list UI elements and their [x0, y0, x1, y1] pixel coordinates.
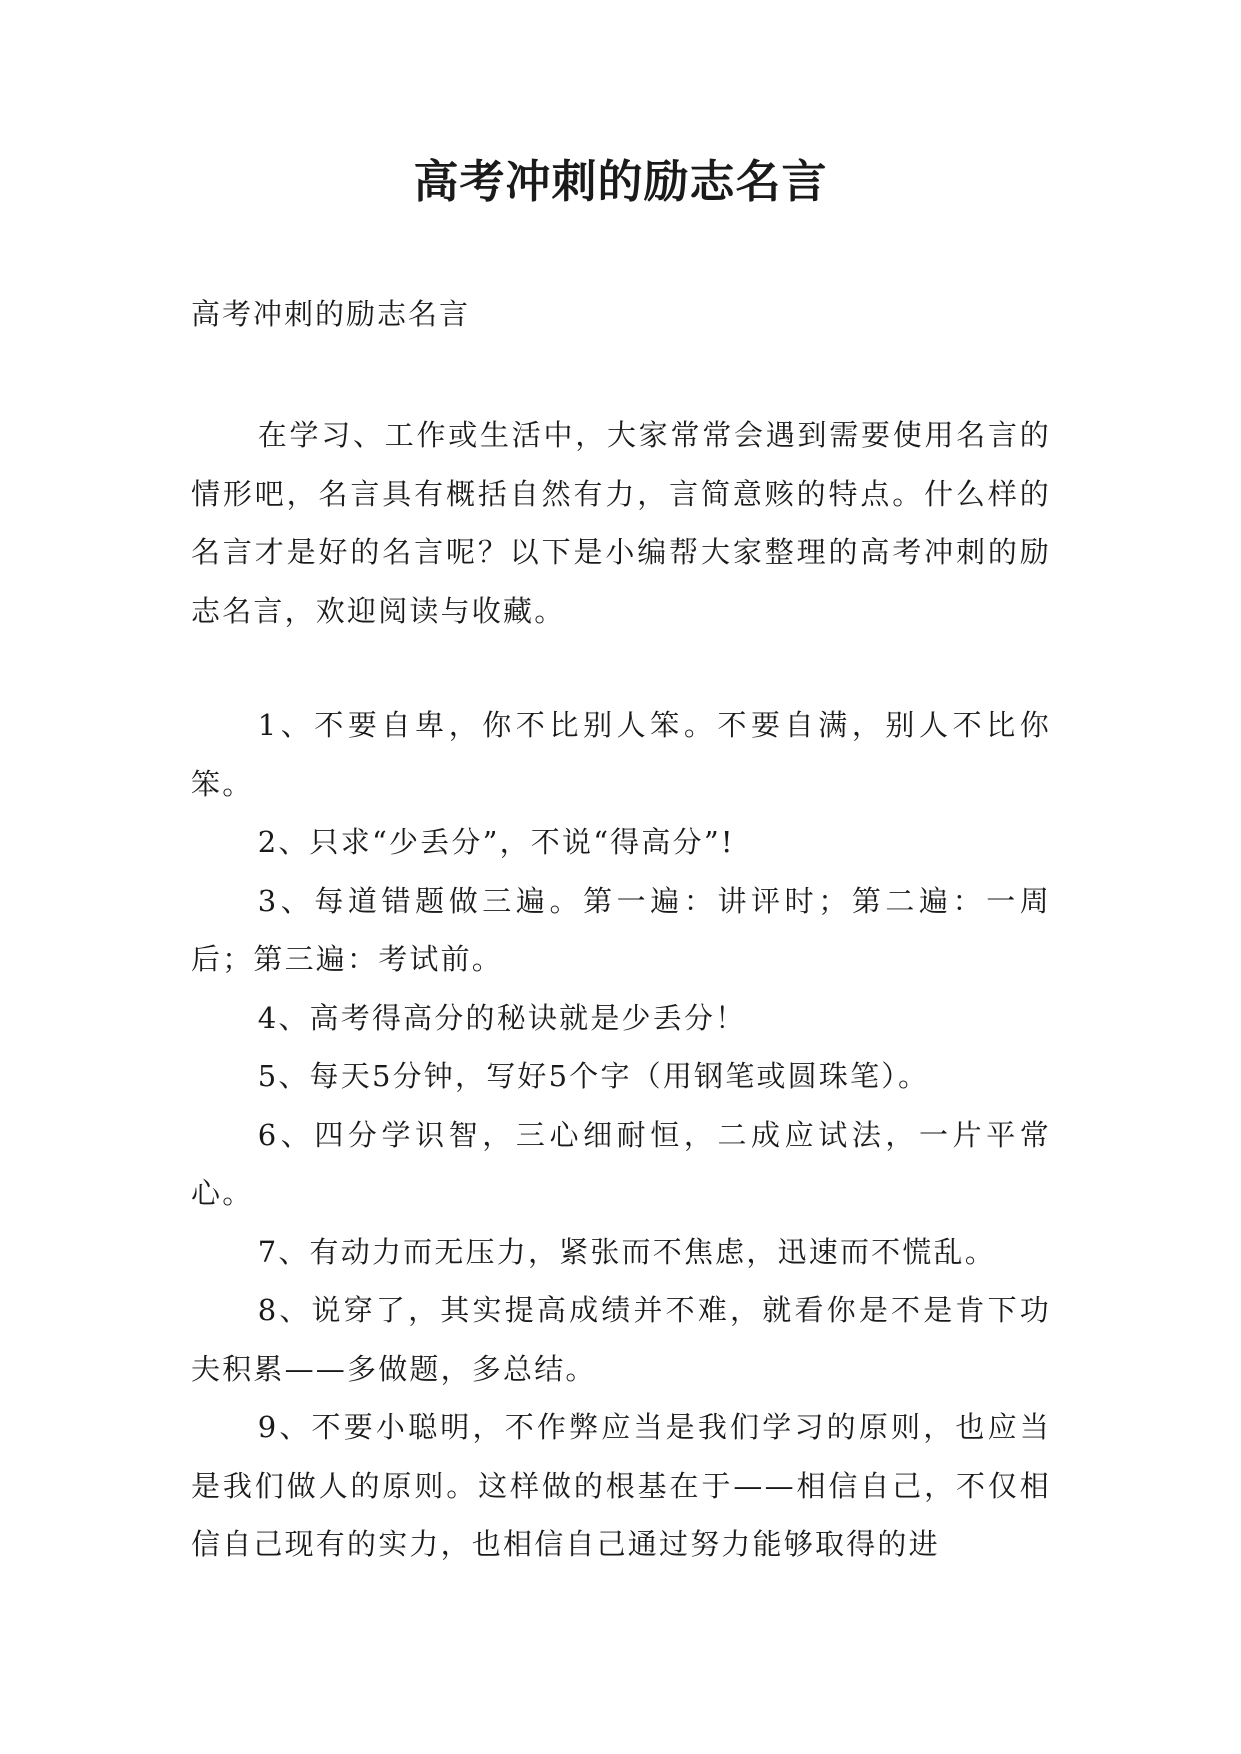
- document-subtitle: 高考冲刺的励志名言: [191, 297, 471, 331]
- quote-item-1: 1、不要自卑，你不比别人笨。不要自满，别人不比你笨。: [191, 708, 1051, 801]
- quote-item-6: 6、四分学识智，三心细耐恒，二成应试法，一片平常心。: [191, 1117, 1051, 1210]
- document-title: 高考冲刺的励志名言: [413, 155, 828, 208]
- intro-paragraph: 在学习、工作或生活中，大家常常会遇到需要使用名言的情形吧，名言具有概括自然有力，言简意赅的特点。什么样的名言才是好的名言呢？以下是小编帮大家整理的高考冲刺的励志名言，欢迎阅读与收藏。: [191, 418, 1051, 628]
- quote-list: [191, 696, 1051, 1574]
- quote-item-9: 9、不要小聪明，不作弊应当是我们学习的原则，也应当是我们做人的原则。这样做的根基在于——相信自己，不仅相信自己现有的实力，也相信自己通过努力能够取得的进: [191, 1410, 1051, 1561]
- quote-item-7: 7、有动力而无压力，紧张而不焦虑，迅速而不慌乱。: [257, 1234, 996, 1269]
- quote-item-5: 5、每天5分钟，写好5个字（用钢笔或圆珠笔）。: [257, 1059, 930, 1093]
- quote-item-2: 2、只求“少丢分”，不说“得高分”!: [257, 825, 735, 859]
- quote-item-4: 4、高考得高分的秘诀就是少丢分！: [257, 1000, 747, 1035]
- quote-item-3: 3、每道错题做三遍。第一遍：讲评时；第二遍：一周后；第三遍：考试前。: [191, 883, 1051, 976]
- quote-item-8: 8、说穿了，其实提高成绩并不难，就看你是不是肯下功夫积累——多做题，多总结。: [191, 1293, 1051, 1386]
